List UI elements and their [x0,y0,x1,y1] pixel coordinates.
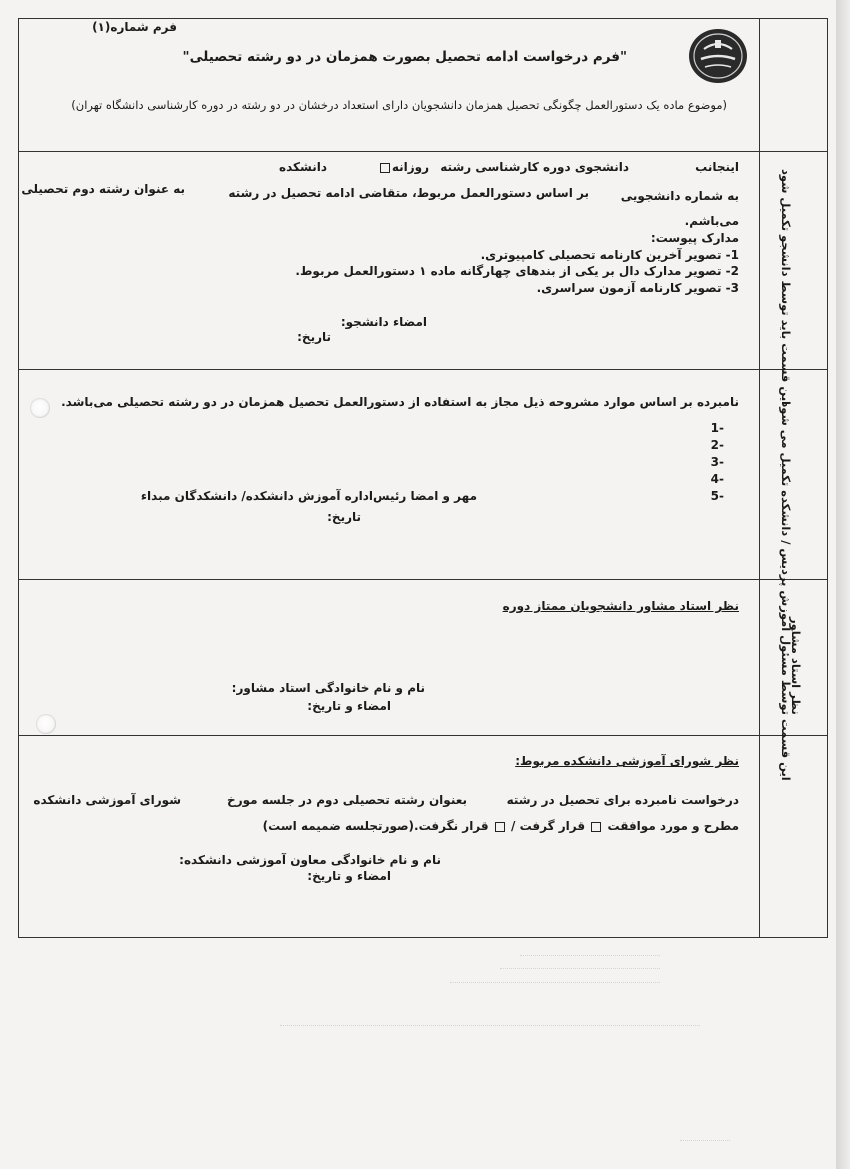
advisor-heading: نظر استاد مشاور دانشجویان ممتاز دوره [502,599,739,613]
attachment-item: 1- تصویر آخرین کارنامه تحصیلی کامپیوتری. [480,248,739,262]
student-signature-label: امضاء دانشجو: [340,315,427,329]
advisor-signature-label: امضاء و تاریخ: [307,699,391,713]
daytime-option [378,160,429,174]
form-title: "فرم درخواست ادامه تحصیل بصورت همزمان در دو رشته تحصیلی" [182,49,627,65]
stamp-signature-label: مهر و امضا رئیس‌اداره آموزش دانشکده/ دانشکدگان مبداء [140,489,477,503]
show-through-mark [680,1140,730,1141]
show-through-mark [500,968,660,969]
council-session-label: بعنوان رشته تحصیلی دوم در جلسه مورخ [227,793,467,807]
show-through-mark [520,955,660,956]
row-divider [19,369,827,370]
rejected-label: قرار نگرفت.(صورتجلسه ضمیمه است) [262,819,489,833]
advisor-name-label: نام و نام خانوادگی استاد مشاور: [231,681,425,695]
eligibility-item: -2 [710,438,724,452]
attachments-title: مدارک پیوست: [650,231,739,245]
eligibility-statement: نامبرده بر اساس موارد مشروحه ذیل مجاز به استفاده از دستورالعمل تحصیل همزمان در دو رشته تحصیلی می‌باشد. [61,395,739,409]
show-through-mark [450,982,660,983]
student-number-label: به شماره دانشجویی [620,189,739,203]
daytime-checkbox[interactable] [380,163,390,173]
second-major-label: به عنوان رشته دوم تحصیلی [21,182,185,196]
student-date-label: تاریخ: [297,330,331,344]
attachment-item: 3- تصویر کارنامه آزمون سراسری. [536,281,739,295]
row-divider [19,579,827,580]
row-divider [19,151,827,152]
approved-label: قرار گرفت / [511,819,586,833]
eligibility-item: -1 [710,421,724,435]
education-date-label: تاریخ: [327,510,361,524]
council-request-label: درخواست نامبرده برای تحصیل در رشته [506,793,739,807]
form-number: فرم شماره(۱) [92,20,177,34]
education-section-label: این قسمت توسط مسئول آموزش پردیس / دانشکده تکمیل می شود. [779,397,793,781]
student-section-label: این قسمت باید توسط دانشجو تکمیل شود [779,169,793,405]
approved-checkbox[interactable] [591,822,601,832]
deputy-name-label: نام و نام خانوادگی معاون آموزشی دانشکده: [179,853,441,867]
row-divider [19,735,827,736]
deputy-signature-label: امضاء و تاریخ: [307,869,391,883]
daytime-label: روزانه [391,160,429,174]
form-table [18,18,828,938]
punch-hole [36,714,56,734]
page-edge [836,0,850,1169]
closing-verb: می‌باشم. [684,214,739,228]
advisor-section-label: نظر استاد مشاور [789,617,803,715]
column-divider [759,19,760,937]
faculty-label: دانشکده [279,160,327,174]
applicant-label: اینجانب [695,160,739,174]
decision-line [263,819,739,833]
eligibility-item: -3 [710,455,724,469]
rejected-checkbox[interactable] [495,822,505,832]
university-logo [687,27,749,85]
eligibility-item: -4 [710,472,724,486]
attachment-item: 2- تصویر مدارک دال بر یکی از بندهای چهارگانه ماده ۱ دستورالعمل مربوط. [295,264,739,278]
council-label: شورای آموزشی دانشکده [33,793,181,807]
form-subject: (موضوع ماده یک دستورالعمل چگونگی تحصیل همزمان دانشجویان دارای استعداد درخشان در دو رشته در دوره کارشناسی دانشگاه تهران) [71,98,727,112]
show-through-mark [280,1025,700,1026]
program-label: دانشجوی دوره کارشناسی رشته [440,160,629,174]
request-label: بر اساس دستورالعمل مربوط، متقاضی ادامه تحصیل در رشته [228,186,589,200]
eligibility-item: -5 [710,489,724,503]
punch-hole [30,398,50,418]
agreement-label: مطرح و مورد موافقت [607,819,739,833]
council-heading: نظر شورای آموزشی دانشکده مربوط: [515,754,739,768]
